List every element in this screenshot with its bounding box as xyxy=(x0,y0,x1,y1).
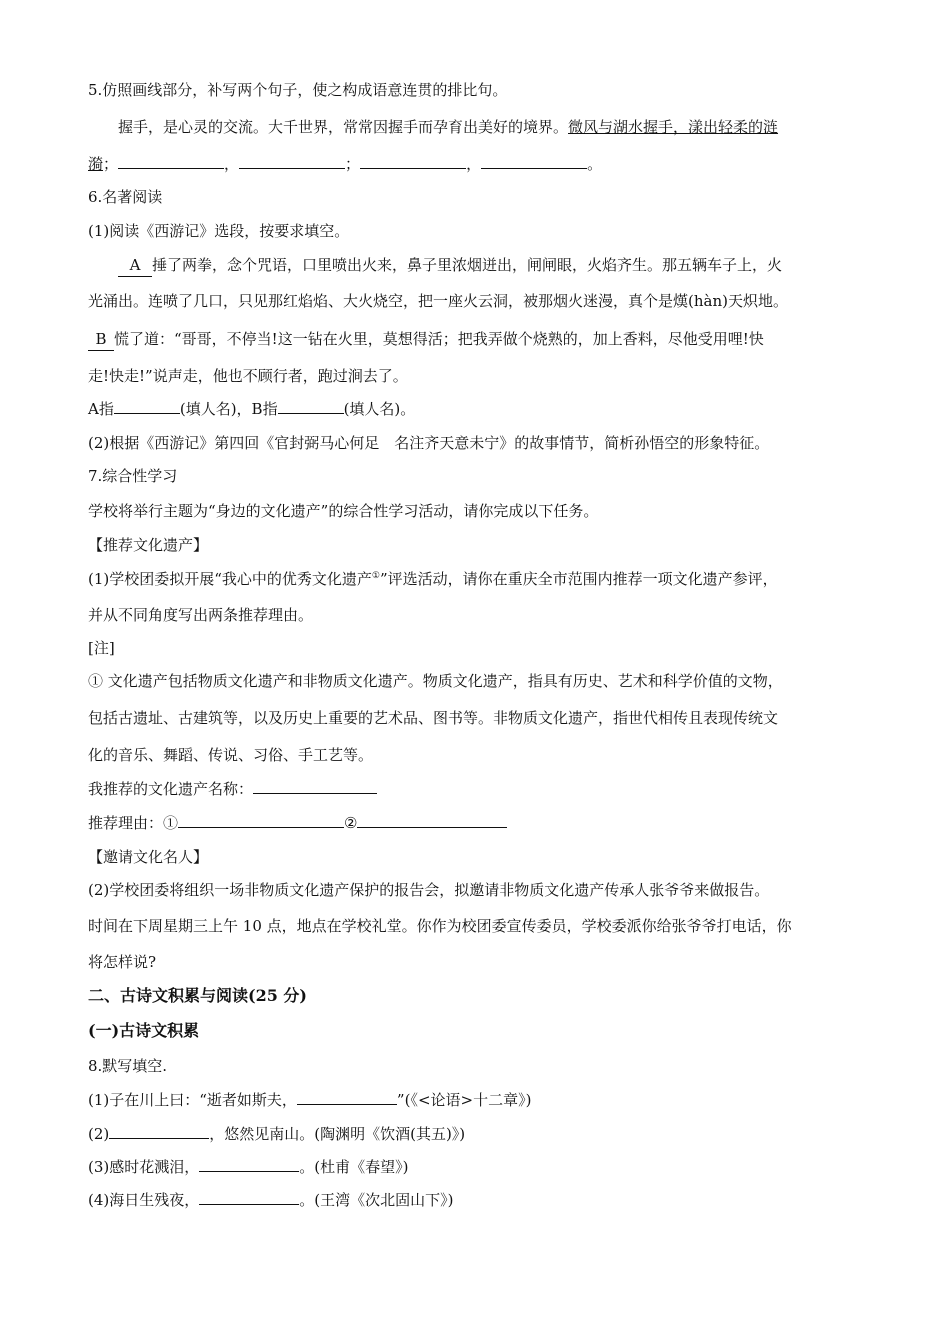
q7-intro: 学校将举行主题为“身边的文化遗产”的综合性学习活动，请你完成以下任务。 xyxy=(88,502,599,520)
q5-title: 5.仿照画线部分，补写两个句子，使之构成语意连贯的排比句。 xyxy=(88,81,508,99)
q6-passage-line3: B 慌了道：“哥哥，不停当!这一钻在火里，莫想得活；把我弄做个烧熟的，加上香料，尽他受用哩!快 xyxy=(88,328,764,351)
q5-blank-4[interactable] xyxy=(481,153,587,169)
q7-task1-line2: 并从不同角度写出两条推荐理由。 xyxy=(88,606,314,624)
q7-name-blank[interactable] xyxy=(253,778,377,794)
q6-label-a: A xyxy=(118,254,152,277)
q7-section-recommend: 【推荐文化遗产】 xyxy=(88,536,209,554)
q6-fill-line: A指 (填人名)，B指 (填人名)。 xyxy=(88,400,416,418)
q7-task1-line1: (1)学校团委拟开展“我心中的优秀文化遗产①”评选活动，请你在重庆全市范围内推荐一项文化遗产参评， xyxy=(88,570,778,588)
q7-note-line3: 化的音乐、舞蹈、传说、习俗、手工艺等。 xyxy=(88,746,374,764)
q6-sub2: (2)根据《西游记》第四回《官封弼马心何足 名注齐天意未宁》的故事情节，简析孙悟空的形象特征。 xyxy=(88,434,770,452)
q7-note-line2: 包括古遗址、古建筑等，以及历史上重要的艺术品、图书等。非物质文化遗产，指世代相传且表现传统文 xyxy=(88,709,779,727)
q8-blank-2[interactable] xyxy=(109,1123,209,1139)
q7-name-line: 我推荐的文化遗产名称： xyxy=(88,778,377,800)
q8-item1: (1)子在川上曰：“逝者如斯夫， ”(《<论语>十二章》) xyxy=(88,1091,532,1109)
q6-passage-line1: A 捶了两拳，念个咒语，口里喷出火来，鼻子里浓烟迸出，闸闸眼，火焰齐生。那五辆车子上，火 xyxy=(118,254,782,277)
q5-line2-underlined: 漪 xyxy=(88,155,104,173)
q5-blank-3[interactable] xyxy=(360,153,466,169)
q5-line2: 漪； ， ； ， 。 xyxy=(88,155,603,173)
q8-item2: (2) ，悠然见南山。(陶渊明《饮酒(其五)》) xyxy=(88,1125,466,1143)
q7-reason-blank-2[interactable] xyxy=(357,812,507,828)
q8-item4: (4)海日生残夜， 。(王湾《次北固山下》) xyxy=(88,1191,454,1209)
q6-blank-b[interactable] xyxy=(278,398,344,414)
q7-reason-blank-1[interactable] xyxy=(178,812,344,828)
q5-line1 xyxy=(118,116,778,138)
q6-title: 6.名著阅读 xyxy=(88,188,163,206)
q7-task2-line2: 时间在下周星期三上午 10 点，地点在学校礼堂。你作为校团委宣传委员，学校委派你给张爷爷打电话，你 xyxy=(88,917,792,935)
q7-note-label: [注] xyxy=(88,639,115,657)
q7-section-invite: 【邀请文化名人】 xyxy=(88,848,209,866)
q5-line1-plain: 握手，是心灵的交流。大千世界，常常因握手而孕育出美好的境界。 xyxy=(118,118,569,136)
q6-sub1: (1)阅读《西游记》选段，按要求填空。 xyxy=(88,222,350,240)
q8-item3: (3)感时花溅泪， 。(杜甫《春望》) xyxy=(88,1158,409,1176)
q8-blank-3[interactable] xyxy=(199,1156,299,1172)
q6-label-b: B xyxy=(88,328,114,351)
q7-reason-line: 推荐理由：① ② xyxy=(88,812,507,834)
q8-blank-4[interactable] xyxy=(199,1189,299,1205)
q5-blank-2[interactable] xyxy=(239,153,345,169)
q6-blank-a[interactable] xyxy=(114,398,180,414)
q7-task2-line1: (2)学校团委将组织一场非物质文化遗产保护的报告会，拟邀请非物质文化遗产传承人张爷爷来做报告。 xyxy=(88,881,770,899)
part2-subheading: (一)古诗文积累 xyxy=(88,1021,200,1040)
q7-footnote-mark: ① xyxy=(371,571,380,581)
part2-heading: 二、古诗文积累与阅读(25 分) xyxy=(88,986,307,1005)
q7-note-line1: ① 文化遗产包括物质文化遗产和非物质文化遗产。物质文化遗产，指具有历史、艺术和科学价值的文物， xyxy=(88,672,783,690)
q7-title: 7.综合性学习 xyxy=(88,467,178,485)
q7-task2-line3: 将怎样说? xyxy=(88,953,157,971)
q5-line1-underlined: 微风与湖水握手，漾出轻柔的涟 xyxy=(568,118,779,136)
q8-title: 8.默写填空. xyxy=(88,1057,168,1075)
q6-passage-line4: 走!快走!”说声走，他也不顾行者，跑过涧去了。 xyxy=(88,367,408,385)
q8-blank-1[interactable] xyxy=(297,1089,397,1105)
q6-passage-line2: 光涌出。连喷了几口，只见那红焰焰、大火烧空，把一座火云洞，被那烟火迷漫，真个是熯(hàn)天炽地。 xyxy=(88,292,788,310)
q5-blank-1[interactable] xyxy=(118,153,224,169)
